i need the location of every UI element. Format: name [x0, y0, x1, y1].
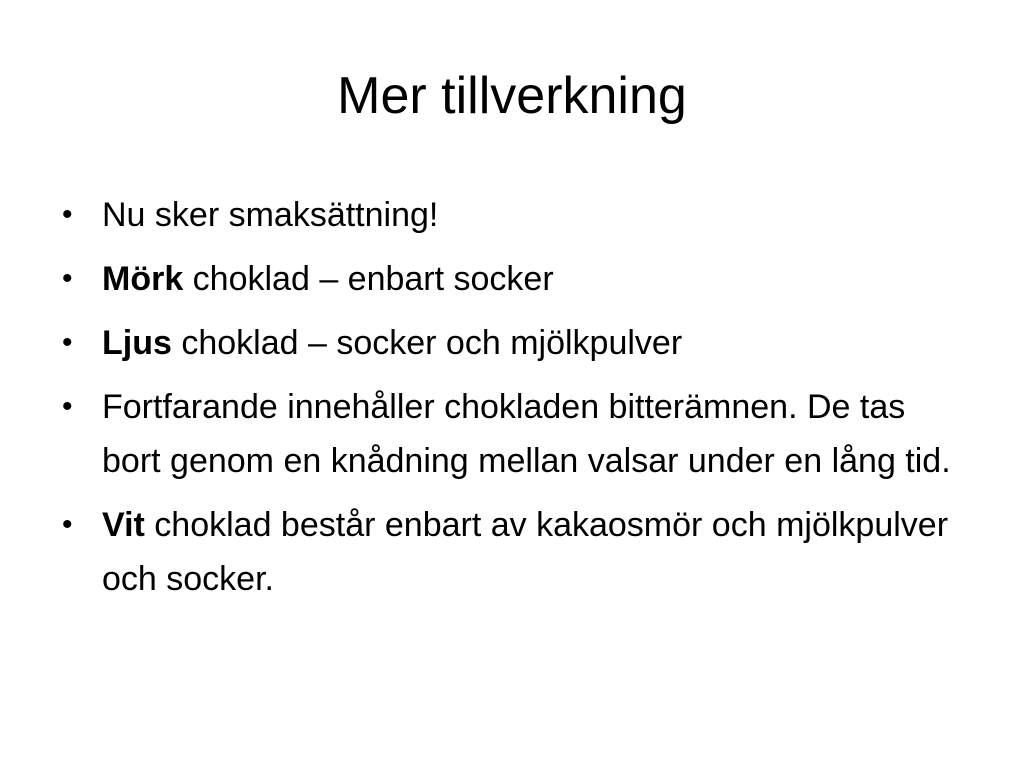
bullet-item-3 [60, 316, 960, 370]
slide-title: Mer tillverkning [337, 67, 687, 125]
bullet-dot-icon: • [62, 390, 73, 423]
bullet-item-4 [60, 380, 960, 488]
bullet-text: Nu sker smaksättning! [102, 196, 439, 234]
bullet-dot-icon: • [62, 326, 73, 359]
bullet-bold-term: Ljus [102, 324, 172, 362]
bullet-dot-icon: • [62, 262, 73, 295]
bullet-text: choklad – enbart socker [183, 260, 554, 298]
bullet-text: choklad består enbart av kakaosmör och mjölkpulver och socker. [102, 506, 949, 598]
bullet-dot-icon: • [62, 198, 73, 231]
bullet-bold-term: Mörk [102, 260, 184, 298]
bullet-text: choklad – socker och mjölkpulver [171, 324, 683, 362]
bullet-bold-term: Vit [102, 506, 145, 544]
bullet-text: Fortfarande innehåller chokladen bitterämnen. De tas bort genom en knådning mellan valsar under en lång tid. [102, 388, 951, 480]
bullet-list [60, 188, 960, 616]
bullet-item-2 [60, 252, 960, 306]
bullet-item-5 [60, 498, 960, 606]
bullet-item-1 [60, 188, 960, 242]
bullet-dot-icon: • [62, 508, 73, 541]
